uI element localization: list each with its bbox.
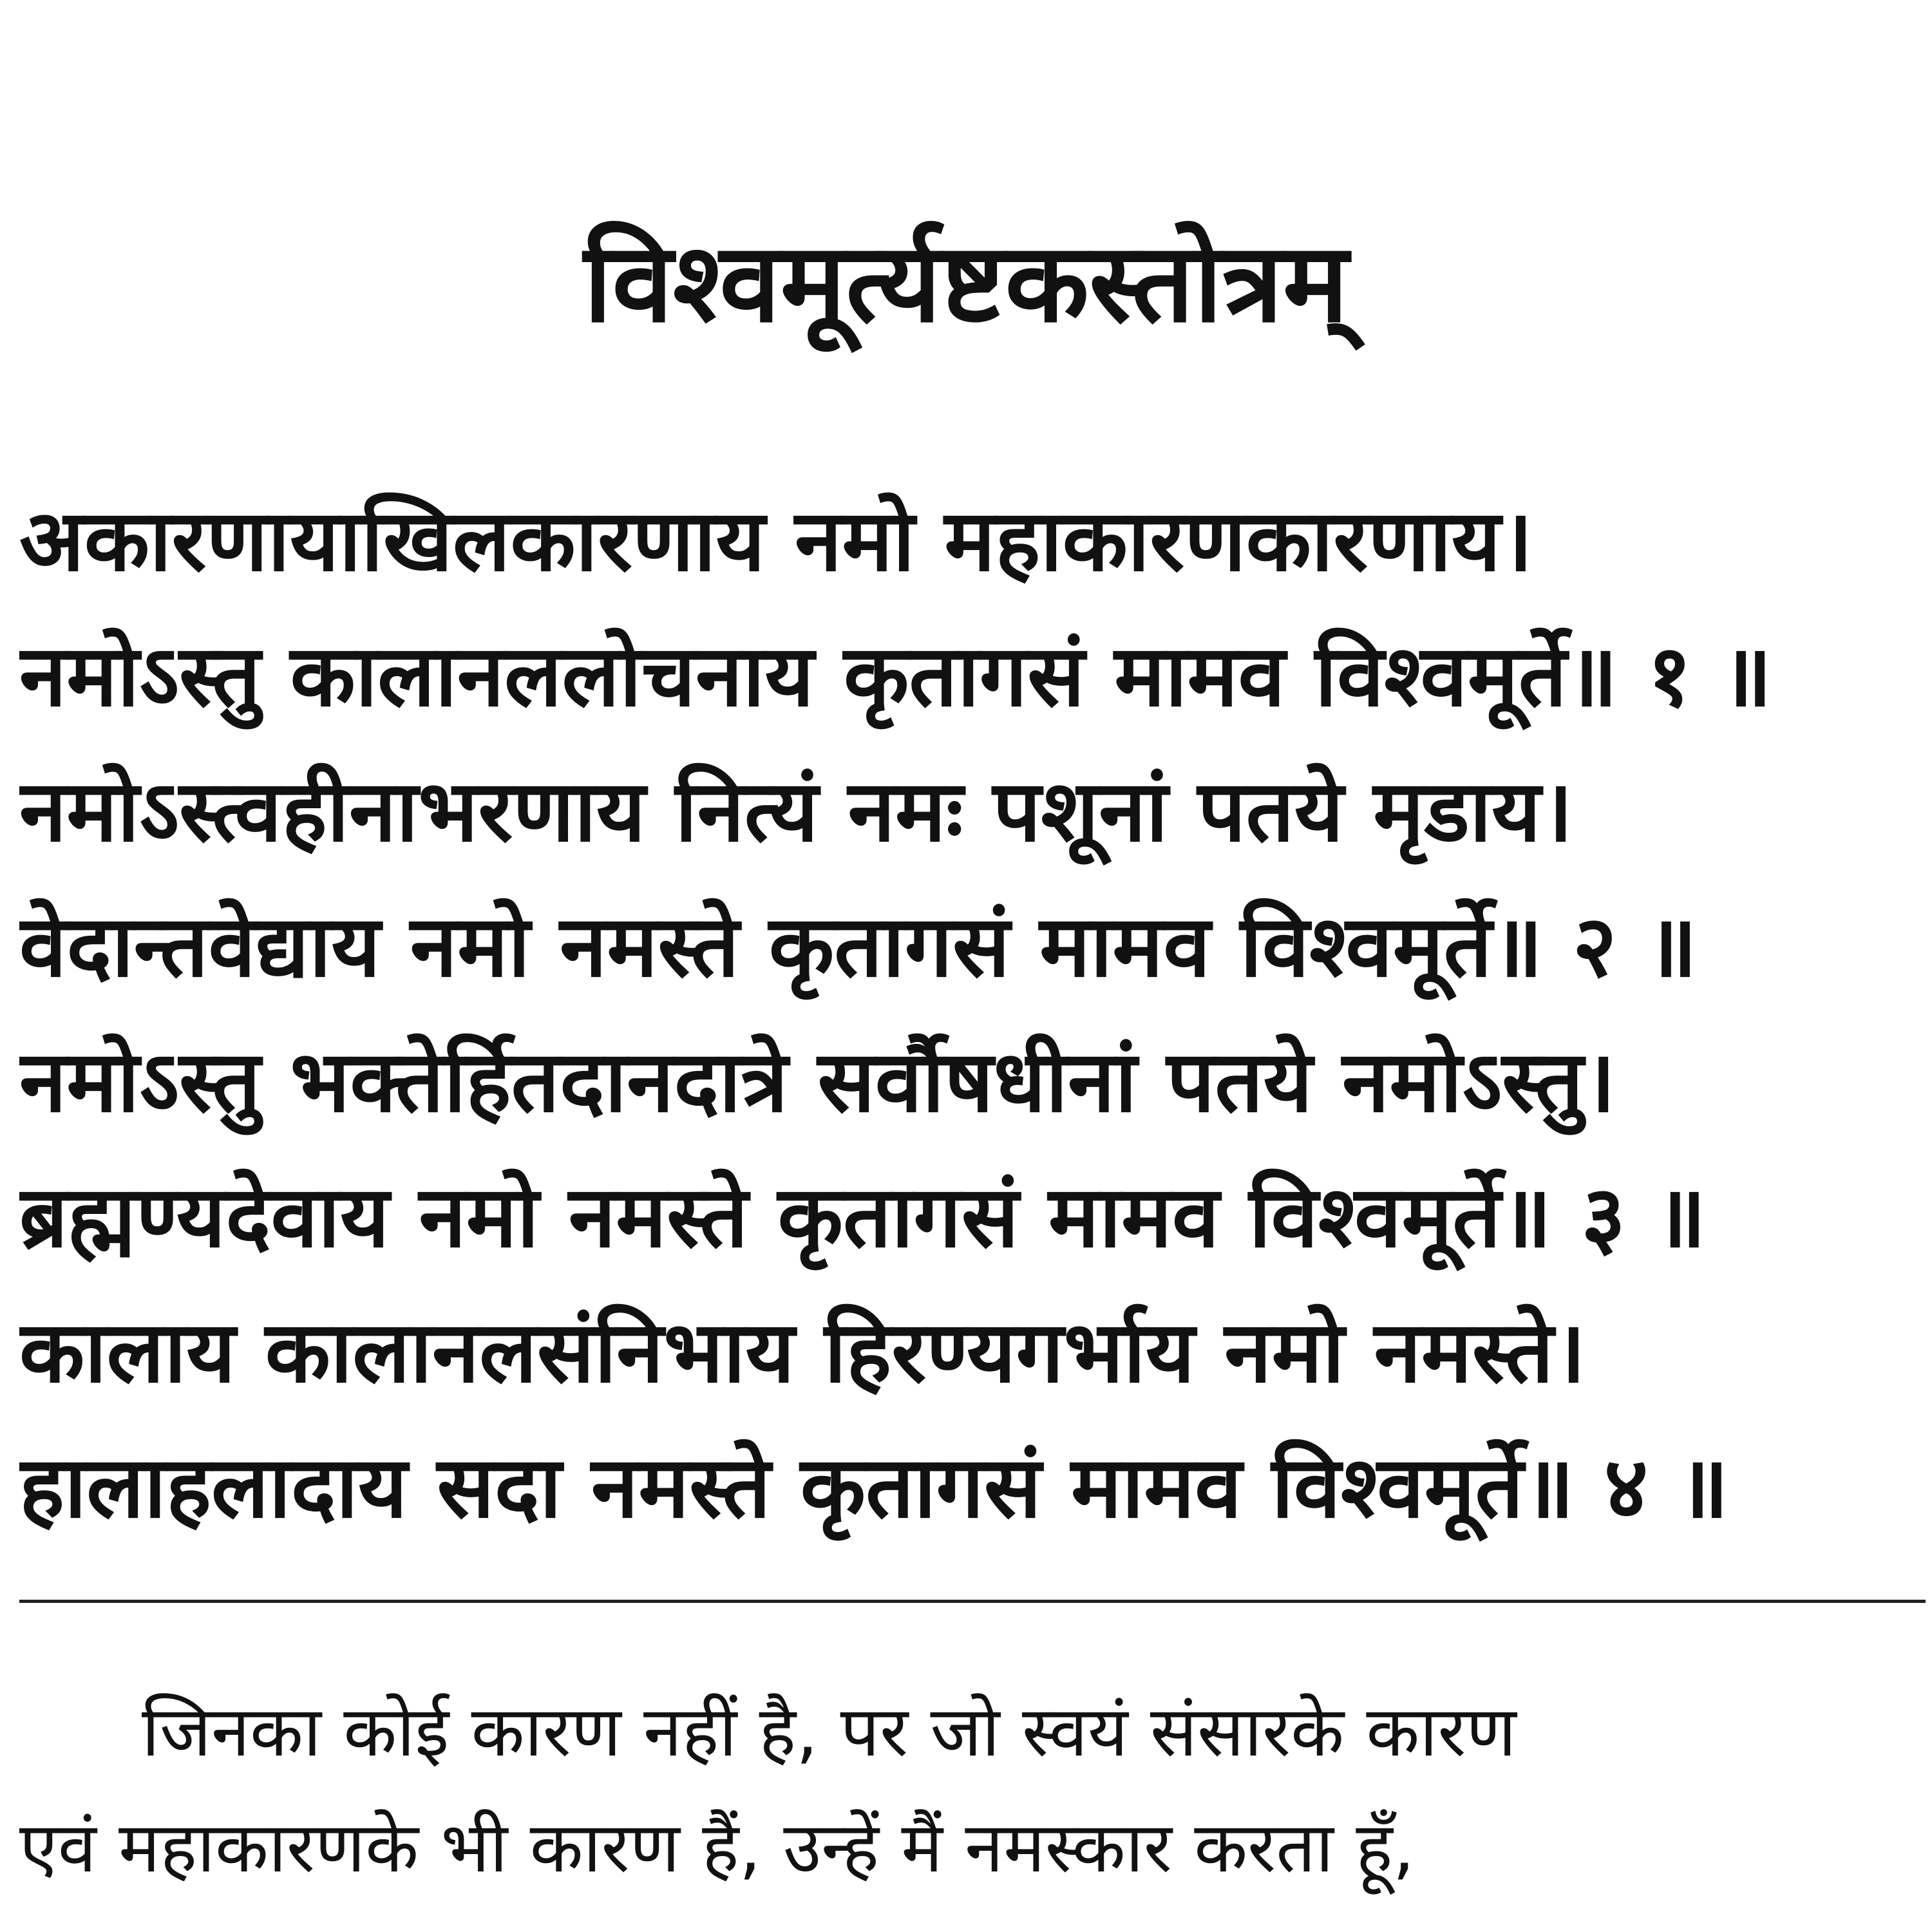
section-divider: [19, 1600, 1926, 1603]
commentary-line-1: जिनका कोई कारण नहीं है, पर जो स्वयं संसारके कारण: [142, 1692, 1517, 1772]
stotra-title: विश्वमूर्त्यष्टकस्तोत्रम्: [583, 220, 1349, 347]
verse-line-4: वेदान्तवेद्याय नमो नमस्ते कृतागसं मामव विश्वमूर्ते॥ २ ॥: [19, 897, 1698, 996]
verse-line-5: नमोऽस्तु भक्तेर्हितदानदात्रे सर्वौषधीनां पतये नमोऽस्तु।: [19, 1032, 1616, 1132]
verse-line-7: कालाय कालानलसंनिभाय हिरण्यगर्भाय नमो नमस्ते।: [19, 1303, 1586, 1402]
verse-line-8: हालाहलादाय सदा नमस्ते कृतागसं मामव विश्वमूर्ते॥ ४ ॥: [19, 1438, 1729, 1537]
verse-line-6: ब्रह्मण्यदेवाय नमो नमस्ते कृतागसं मामव विश्वमूर्ते॥ ३ ॥: [19, 1168, 1707, 1267]
verse-line-1: अकारणायाखिलकारणाय नमो महाकारणकारणाय।: [19, 491, 1533, 591]
commentary-line-2: एवं महाकारणके भी कारण हैं, उन्हें मैं नमस्कार करता हूँ,: [19, 1808, 1415, 1888]
verse-line-2: नमोऽस्तु कालानललोचनाय कृतागसं मामव विश्वमूर्ते॥ १ ॥: [19, 627, 1772, 726]
verse-line-3: नमोऽस्त्वहीनाभरणाय नित्यं नमः पशूनां पतये मृडाय।: [19, 762, 1573, 861]
